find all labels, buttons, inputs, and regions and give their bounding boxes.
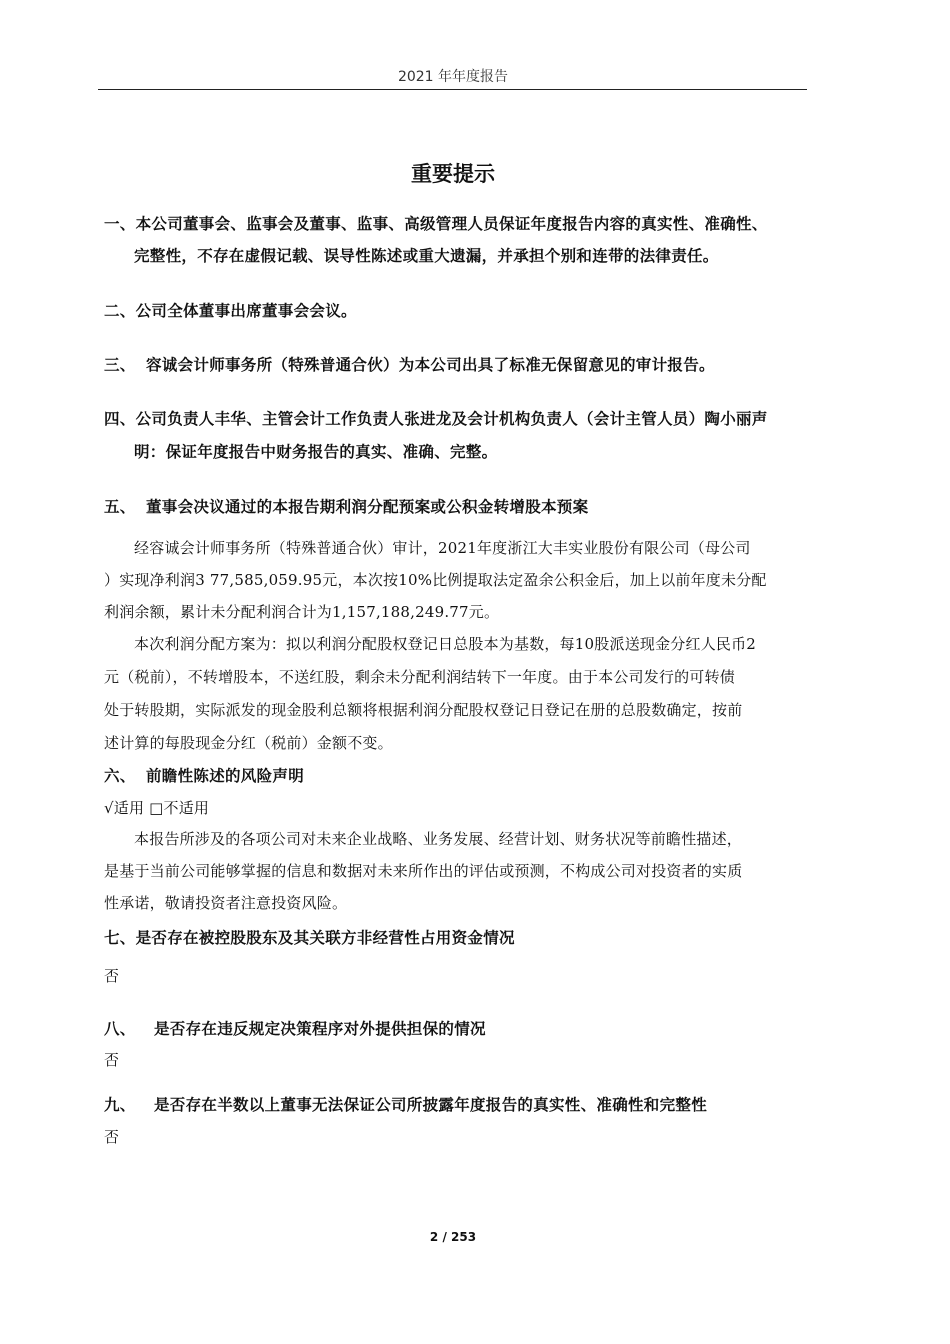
item-five-para1-line2: ）实现净利润3 77,585,059.95元，本次按10%比例提取法定盈余公积金后，加上以前年度未分配 [104, 571, 767, 589]
item-one-line1: 一、本公司董事会、监事会及董事、监事、高级管理人员保证年度报告内容的真实性、准确性、 [104, 215, 768, 233]
item-six-para-line2: 是基于当前公司能够掌握的信息和数据对未来所作出的评估或预测，不构成公司对投资者的实质 [104, 862, 743, 880]
item-five-para2-line1: 本次利润分配方案为：拟以利润分配股权登记日总股本为基数，每10股派送现金分红人民币2 [134, 635, 757, 653]
item-five-para2-line3: 处于转股期，实际派发的现金股利总额将根据利润分配股权登记日登记在册的总股数确定，按前 [104, 701, 743, 719]
item-six-para-line1: 本报告所涉及的各项公司对未来企业战略、业务发展、经营计划、财务状况等前瞻性描述， [134, 830, 743, 848]
item-nine-label: 九、 [104, 1096, 136, 1114]
item-two: 二、公司全体董事出席董事会会议。 [104, 302, 357, 320]
applicability-checkbox-group: √适用 □不适用 [104, 799, 210, 817]
page-title: 重要提示 [411, 162, 495, 186]
item-three-text: 容诚会计师事务所（特殊普通合伙）为本公司出具了标准无保留意见的审计报告。 [146, 356, 715, 374]
item-five-para2-line4: 述计算的每股现金分红（税前）金额不变。 [104, 734, 393, 752]
item-seven: 七、是否存在被控股股东及其关联方非经营性占用资金情况 [104, 929, 515, 947]
item-one-line2: 完整性，不存在虚假记载、误导性陈述或重大遗漏，并承担个别和连带的法律责任。 [134, 247, 719, 265]
item-three-label: 三、 [104, 356, 136, 374]
item-six-text: 前瞻性陈述的风险声明 [146, 767, 305, 785]
running-header: 2021 年年度报告 [397, 69, 509, 85]
item-five-para1-line3: 利润余额，累计未分配利润合计为1,157,188,249.77元。 [104, 603, 500, 621]
item-seven-answer: 否 [104, 967, 120, 985]
item-five-para2-line2: 元（税前），不转增股本，不送红股，剩余未分配利润结转下一年度。由于本公司发行的可转债 [104, 668, 735, 686]
item-nine-text: 是否存在半数以上董事无法保证公司所披露年度报告的真实性、准确性和完整性 [154, 1096, 708, 1114]
item-five-para1-line1: 经容诚会计师事务所（特殊普通合伙）审计，2021年度浙江大丰实业股份有限公司（母公司 [134, 539, 751, 557]
page-number: 2 / 253 [429, 1230, 477, 1244]
item-eight-answer: 否 [104, 1051, 120, 1069]
item-eight-text: 是否存在违反规定决策程序对外提供担保的情况 [154, 1020, 486, 1038]
item-five-text: 董事会决议通过的本报告期利润分配预案或公积金转增股本预案 [146, 498, 589, 516]
item-five-label: 五、 [104, 498, 136, 516]
item-six-label: 六、 [104, 767, 136, 785]
item-four-line1: 四、公司负责人丰华、主管会计工作负责人张进龙及会计机构负责人（会计主管人员）陶小丽声 [104, 410, 768, 428]
header-divider [98, 89, 807, 90]
item-nine-answer: 否 [104, 1128, 120, 1146]
item-eight-label: 八、 [104, 1020, 136, 1038]
item-six-para-line3: 性承诺，敬请投资者注意投资风险。 [104, 894, 348, 912]
item-four-line2: 明：保证年度报告中财务报告的真实、准确、完整。 [134, 443, 498, 461]
